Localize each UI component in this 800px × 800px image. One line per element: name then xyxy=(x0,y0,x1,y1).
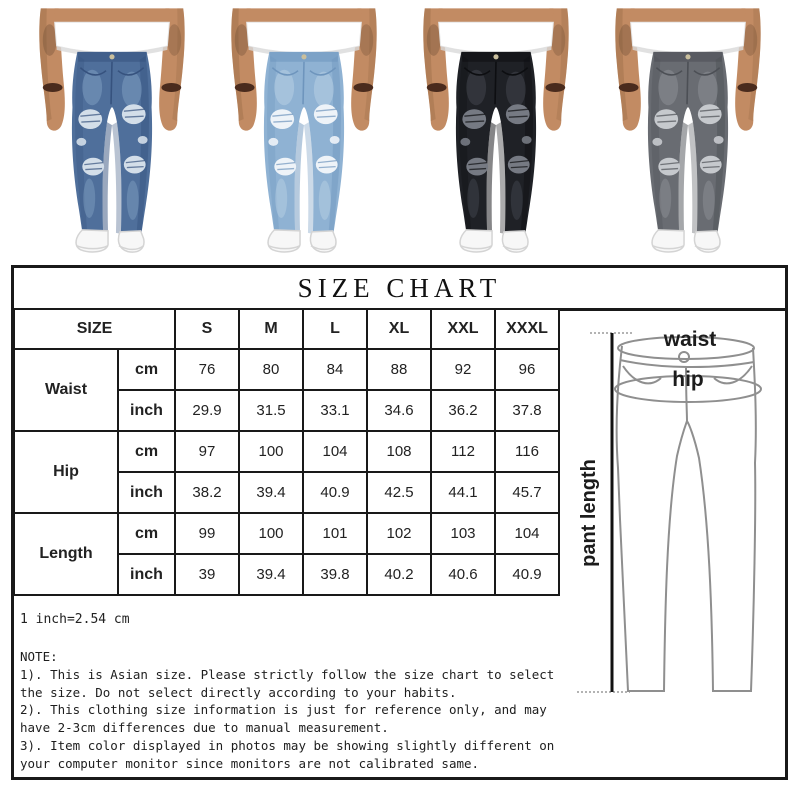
size-chart-box xyxy=(11,265,788,780)
bracelet-right xyxy=(545,83,565,92)
row-length-cm xyxy=(14,513,559,554)
bracelet-right xyxy=(161,83,181,92)
notes-heading: NOTE: xyxy=(20,649,58,664)
jeans xyxy=(456,52,536,234)
size-value: 39.4 xyxy=(239,554,303,595)
row-waist-cm xyxy=(14,349,559,390)
product-gallery xyxy=(0,0,800,260)
size-col-xxxl: XXXL xyxy=(495,309,559,349)
size-value: 100 xyxy=(239,431,303,472)
jeans xyxy=(648,52,728,234)
size-value: 108 xyxy=(367,431,431,472)
pants-measurement-diagram xyxy=(560,308,788,777)
jeans-photo-svg xyxy=(599,8,777,254)
size-value: 42.5 xyxy=(367,472,431,513)
pant-length-label: pant length xyxy=(578,459,600,567)
size-header-label: SIZE xyxy=(14,309,175,349)
size-value: 84 xyxy=(303,349,367,390)
size-value: 39.4 xyxy=(239,472,303,513)
measure-label-length: Length xyxy=(14,513,118,595)
size-value: 37.8 xyxy=(495,390,559,431)
size-value: 45.7 xyxy=(495,472,559,513)
size-value: 97 xyxy=(175,431,239,472)
size-value: 40.9 xyxy=(303,472,367,513)
size-value: 29.9 xyxy=(175,390,239,431)
unit-label-cm: cm xyxy=(118,431,175,472)
measure-label-waist: Waist xyxy=(14,349,118,431)
note-item: 3). Item color displayed in photos may be showing slightly different on your computer monitor since monitors are not calibrated same. xyxy=(20,737,555,771)
size-col-xl: XL xyxy=(367,309,431,349)
size-value: 34.6 xyxy=(367,390,431,431)
jeans xyxy=(72,52,152,234)
sneakers xyxy=(268,230,336,252)
unit-label-inch: inch xyxy=(118,390,175,431)
size-value: 33.1 xyxy=(303,390,367,431)
bracelet-right xyxy=(737,83,757,92)
sneakers xyxy=(652,230,720,252)
jeans-photo-svg xyxy=(407,8,585,254)
size-value: 103 xyxy=(431,513,495,554)
row-hip-cm xyxy=(14,431,559,472)
tattoo-right xyxy=(359,24,373,56)
size-value: 40.2 xyxy=(367,554,431,595)
shirt-band xyxy=(55,22,170,56)
measure-label-hip: Hip xyxy=(14,431,118,513)
pants-diagram-svg xyxy=(560,308,788,777)
bracelet-right xyxy=(353,83,373,92)
size-value: 39.8 xyxy=(303,554,367,595)
notes-block xyxy=(20,648,572,772)
notes-items xyxy=(20,666,572,773)
shirt-band xyxy=(247,22,362,56)
waist-button-icon xyxy=(679,352,689,362)
size-value: 92 xyxy=(431,349,495,390)
product-photo-blue-jeans xyxy=(23,8,201,254)
tattoo-left xyxy=(619,24,633,56)
size-value: 76 xyxy=(175,349,239,390)
size-value: 102 xyxy=(367,513,431,554)
size-value: 99 xyxy=(175,513,239,554)
size-value: 44.1 xyxy=(431,472,495,513)
size-col-s: S xyxy=(175,309,239,349)
size-value: 38.2 xyxy=(175,472,239,513)
unit-label-cm: cm xyxy=(118,349,175,390)
note-item: 1). This is Asian size. Please strictly follow the size chart to select the size. Do not select directly according to your habits. xyxy=(20,666,555,700)
jeans xyxy=(264,52,344,234)
size-value: 116 xyxy=(495,431,559,472)
size-value: 101 xyxy=(303,513,367,554)
bracelet-left xyxy=(235,83,255,92)
jeans-button-icon xyxy=(685,54,690,59)
size-value: 36.2 xyxy=(431,390,495,431)
sneakers xyxy=(460,230,528,252)
unit-label-inch: inch xyxy=(118,554,175,595)
tattoo-right xyxy=(551,24,565,56)
bracelet-left xyxy=(619,83,639,92)
jeans-button-icon xyxy=(109,54,114,59)
tattoo-right xyxy=(167,24,181,56)
size-value: 96 xyxy=(495,349,559,390)
size-col-m: M xyxy=(239,309,303,349)
product-photo-grey-jeans xyxy=(599,8,777,254)
size-value: 31.5 xyxy=(239,390,303,431)
size-value: 88 xyxy=(367,349,431,390)
product-photo-light-blue-jeans xyxy=(215,8,393,254)
sneakers xyxy=(76,230,144,252)
hip-label: hip xyxy=(672,368,704,391)
size-value: 40.9 xyxy=(495,554,559,595)
note-item: 2). This clothing size information is just for reference only, and may have 2-3cm differences due to manual measurement. xyxy=(20,702,547,735)
size-value: 39 xyxy=(175,554,239,595)
jeans-button-icon xyxy=(301,54,306,59)
size-col-xxl: XXL xyxy=(431,309,495,349)
jeans-photo-svg xyxy=(215,8,393,254)
inch-conversion-note: 1 inch=2.54 cm xyxy=(20,612,130,627)
size-value: 100 xyxy=(239,513,303,554)
jeans-photo-svg xyxy=(23,8,201,254)
waist-label: waist xyxy=(663,328,717,351)
size-chart-title: SIZE CHART xyxy=(14,268,785,311)
tattoo-left xyxy=(427,24,441,56)
unit-label-inch: inch xyxy=(118,472,175,513)
size-chart-table xyxy=(13,308,560,596)
shirt-band xyxy=(439,22,554,56)
size-header-row xyxy=(14,309,559,349)
size-value: 104 xyxy=(303,431,367,472)
tattoo-left xyxy=(235,24,249,56)
jeans-button-icon xyxy=(493,54,498,59)
tattoo-left xyxy=(43,24,57,56)
size-col-l: L xyxy=(303,309,367,349)
size-chart-table-wrap xyxy=(13,308,560,596)
shirt-band xyxy=(631,22,746,56)
size-value: 112 xyxy=(431,431,495,472)
unit-label-cm: cm xyxy=(118,513,175,554)
size-value: 80 xyxy=(239,349,303,390)
bracelet-left xyxy=(43,83,63,92)
size-value: 40.6 xyxy=(431,554,495,595)
product-photo-black-jeans xyxy=(407,8,585,254)
tattoo-right xyxy=(743,24,757,56)
size-value: 104 xyxy=(495,513,559,554)
bracelet-left xyxy=(427,83,447,92)
